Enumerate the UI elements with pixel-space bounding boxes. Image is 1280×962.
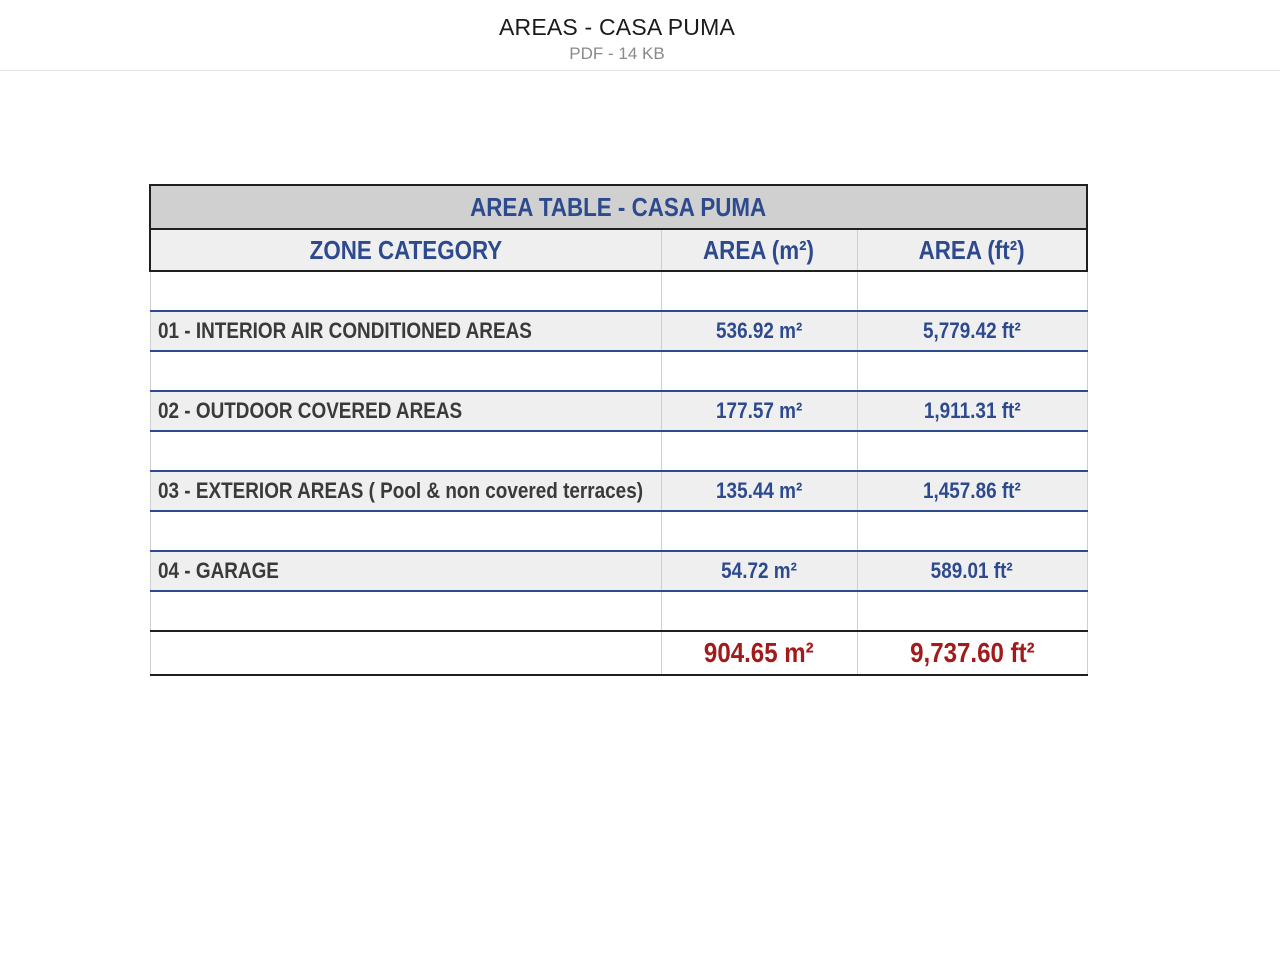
total-label-cell <box>150 631 661 675</box>
spacer-cell <box>150 431 661 471</box>
header-area-ft2 <box>857 229 1087 271</box>
area-m2-value: 135.44 m² <box>715 478 803 503</box>
table-row <box>150 311 1087 351</box>
spacer-cell <box>661 431 857 471</box>
area-m2-value: 536.92 m² <box>715 318 803 343</box>
area-ft2-cell <box>857 391 1087 431</box>
document-meta: PDF - 14 KB <box>569 44 665 63</box>
spacer-cell <box>150 271 661 311</box>
area-ft2-cell <box>857 551 1087 591</box>
spacer-cell <box>661 511 857 551</box>
header-area-ft2-label: AREA (ft²) <box>918 234 1025 265</box>
table-title-cell <box>150 185 1087 229</box>
pdf-page[interactable] <box>0 71 1280 962</box>
table-row <box>150 551 1087 591</box>
header-area-m2 <box>661 229 857 271</box>
area-ft2-cell <box>857 471 1087 511</box>
area-m2-value: 177.57 m² <box>715 398 803 423</box>
spacer-cell <box>661 591 857 631</box>
header-area-m2-label: AREA (m²) <box>703 234 815 265</box>
total-ft2-cell <box>857 631 1087 675</box>
area-m2-cell <box>661 311 857 351</box>
area-m2-cell <box>661 471 857 511</box>
zone-label: 03 - EXTERIOR AREAS ( Pool & non covered terraces) <box>157 478 643 503</box>
spacer-row <box>150 431 1087 471</box>
zone-label: 04 - GARAGE <box>157 558 279 583</box>
spacer-row <box>150 511 1087 551</box>
spacer-cell <box>857 271 1087 311</box>
zone-label: 01 - INTERIOR AIR CONDITIONED AREAS <box>157 318 532 343</box>
spacer-cell <box>150 591 661 631</box>
area-table <box>149 184 1088 676</box>
zone-cell <box>150 311 661 351</box>
area-ft2-cell <box>857 311 1087 351</box>
spacer-cell <box>661 351 857 391</box>
table-title: AREA TABLE - CASA PUMA <box>470 191 767 222</box>
spacer-cell <box>857 431 1087 471</box>
spacer-cell <box>857 351 1087 391</box>
area-ft2-value: 589.01 ft² <box>930 558 1014 583</box>
header-zone-category <box>150 229 661 271</box>
area-ft2-value: 1,911.31 ft² <box>923 398 1021 423</box>
area-ft2-value: 5,779.42 ft² <box>923 318 1021 343</box>
zone-label: 02 - OUTDOOR COVERED AREAS <box>157 398 462 423</box>
zone-cell <box>150 551 661 591</box>
table-header-row <box>150 229 1087 271</box>
header-zone-label: ZONE CATEGORY <box>309 234 503 265</box>
spacer-cell <box>661 271 857 311</box>
area-m2-cell <box>661 391 857 431</box>
area-m2-cell <box>661 551 857 591</box>
total-m2-cell <box>661 631 857 675</box>
zone-cell <box>150 391 661 431</box>
viewer-header <box>0 0 1280 71</box>
document-title: AREAS - CASA PUMA <box>498 14 736 40</box>
area-m2-value: 54.72 m² <box>721 558 797 583</box>
spacer-row <box>150 591 1087 631</box>
spacer-cell <box>150 351 661 391</box>
spacer-cell <box>150 511 661 551</box>
total-ft2-value: 9,737.60 ft² <box>909 637 1035 668</box>
table-title-row <box>150 185 1087 229</box>
area-ft2-value: 1,457.86 ft² <box>923 478 1021 503</box>
spacer-row <box>150 351 1087 391</box>
total-row <box>150 631 1087 675</box>
table-row <box>150 471 1087 511</box>
spacer-cell <box>857 511 1087 551</box>
spacer-cell <box>857 591 1087 631</box>
table-row <box>150 391 1087 431</box>
total-m2-value: 904.65 m² <box>704 637 814 668</box>
spacer-row <box>150 271 1087 311</box>
zone-cell <box>150 471 661 511</box>
